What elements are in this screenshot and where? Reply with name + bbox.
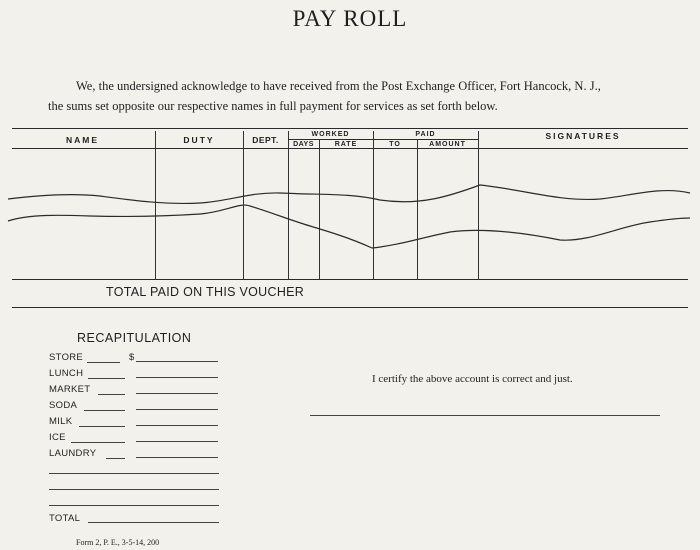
page-title: PAY ROLL (292, 6, 408, 31)
recap-blank-line (49, 473, 219, 474)
dollar-sign: $ (129, 352, 135, 363)
col-header-dept: DEPT. (252, 135, 279, 145)
recap-total-blank (88, 522, 219, 523)
col-header-days: DAYS (293, 141, 314, 148)
recap-amount-blank (136, 377, 218, 378)
recap-short-blank (84, 410, 125, 411)
recap-label-lunch: LUNCH (49, 368, 84, 379)
recap-amount-blank (136, 425, 218, 426)
recap-blank-line (49, 505, 219, 506)
recap-short-blank (71, 442, 125, 443)
recap-amount-blank (136, 361, 218, 362)
col-header-name: NAME (65, 135, 100, 145)
col-header-worked: WORKED (311, 131, 350, 138)
recap-title: RECAPITULATION (77, 331, 192, 345)
recap-label-market: MARKET (49, 384, 91, 395)
recap-label-laundry: LAUNDRY (49, 448, 97, 459)
col-header-to: TO (389, 141, 401, 148)
recap-short-blank (98, 394, 125, 395)
recap-amount-blank (136, 409, 218, 410)
recap-amount-blank (136, 393, 218, 394)
recap-short-blank (88, 378, 125, 379)
recap-short-blank (87, 362, 120, 363)
recap-short-blank (79, 426, 125, 427)
col-header-duty: DUTY (183, 135, 215, 145)
recap-label-soda: SODA (49, 400, 78, 411)
certification-text: I certify the above account is correct and just. (372, 373, 573, 385)
recap-amount-blank (136, 457, 218, 458)
recap-label-milk: MILK (49, 416, 73, 427)
certification-signature-line (310, 415, 660, 416)
recap-label-total: TOTAL (49, 513, 81, 524)
col-header-amount: AMOUNT (429, 141, 466, 148)
col-header-signatures: SIGNATURES (545, 131, 621, 141)
form-number-note: Form 2, P. E., 3-5-14, 200 (76, 538, 160, 547)
intro-line-1: We, the undersigned acknowledge to have received from the Post Exchange Officer, Fort Hancock, N. J., (76, 79, 601, 93)
recap-amount-blank (136, 441, 218, 442)
col-header-paid: PAID (415, 131, 436, 138)
col-header-rate: RATE (334, 141, 358, 148)
total-paid-label: TOTAL PAID ON THIS VOUCHER (106, 285, 305, 299)
recap-short-blank (106, 458, 125, 459)
recap-label-store: STORE (49, 352, 84, 363)
recap-blank-line (49, 489, 219, 490)
intro-line-2: the sums set opposite our respective names in full payment for services as set forth below. (48, 99, 498, 113)
recap-label-ice: ICE (49, 432, 66, 443)
